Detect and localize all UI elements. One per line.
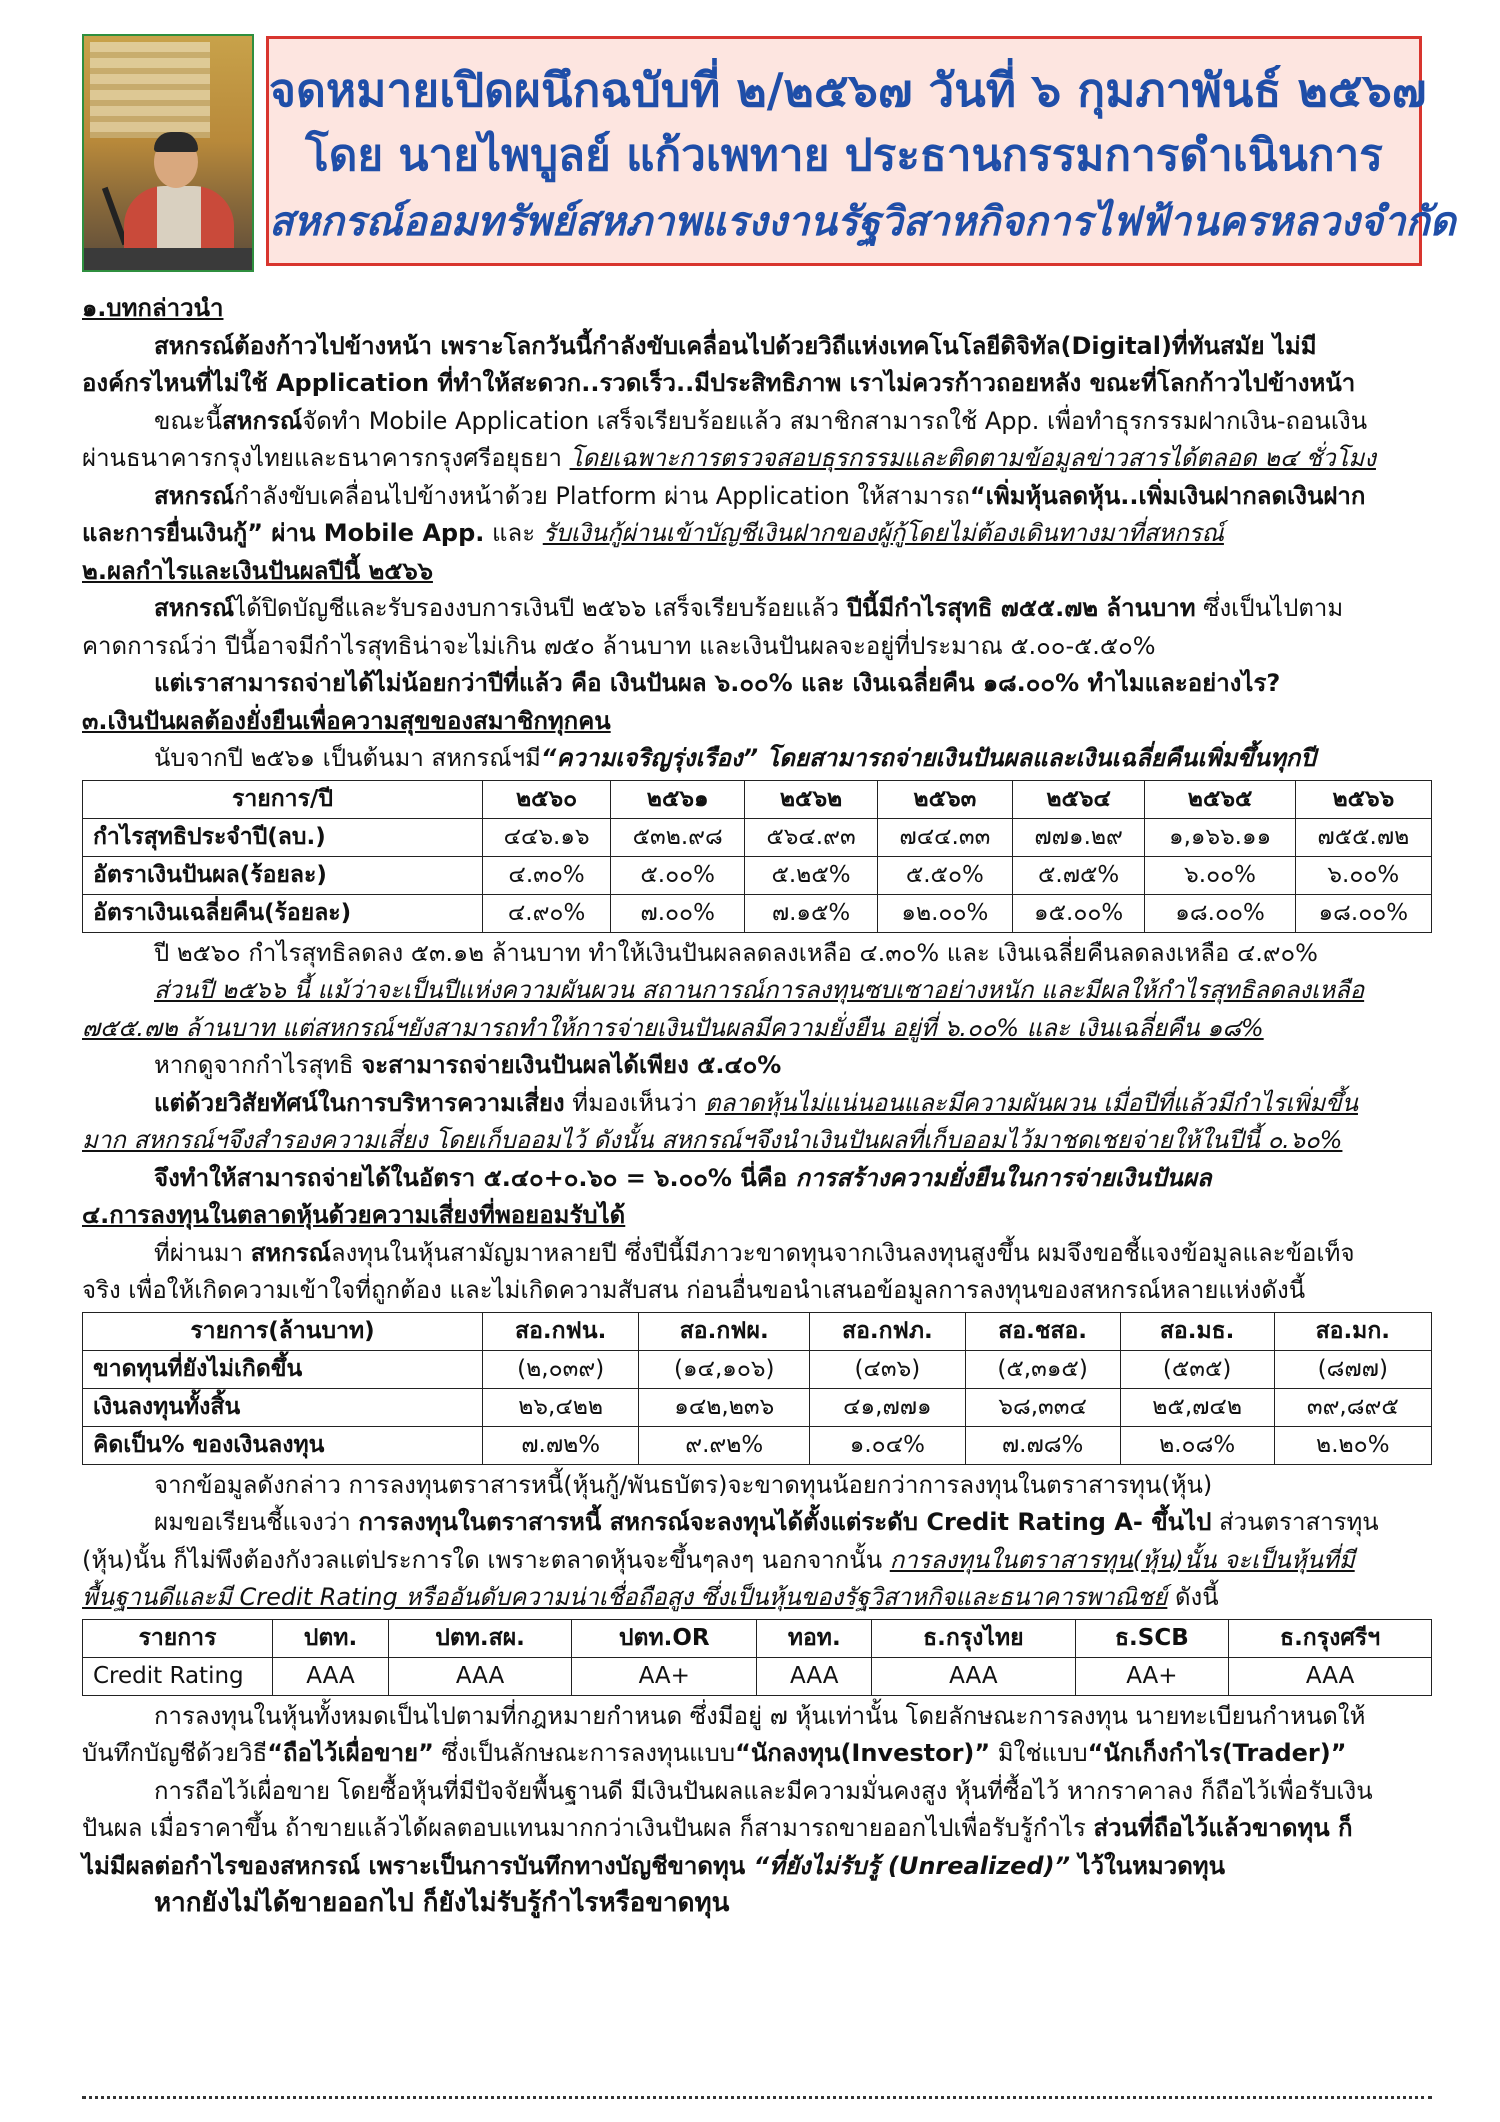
section-1-paragraph-2b bbox=[82, 440, 1432, 478]
text-span: กำลังขับเคลื่อนไปข้างหน้าด้วย Platform ผ่าน Application ให้สามารถ bbox=[234, 481, 970, 510]
row-label: ขาดทุนที่ยังไม่เกิดขึ้น bbox=[83, 1350, 483, 1388]
table-cell: ๗๔๔.๓๓ bbox=[877, 818, 1012, 856]
section-1-paragraph-3a bbox=[82, 478, 1432, 516]
letter-header bbox=[82, 34, 1456, 272]
table-header-cell: ปตท.OR bbox=[572, 1619, 757, 1657]
table-cell: ๙.๙๒% bbox=[639, 1426, 810, 1464]
table-row bbox=[83, 1388, 1432, 1426]
table-cell: ๑.๐๔% bbox=[810, 1426, 965, 1464]
bold-italic-span: “ที่ยังไม่รับรู้ (Unrealized)” bbox=[753, 1851, 1071, 1880]
table-cell: ๒๖,๔๒๒ bbox=[483, 1388, 639, 1426]
table-cell: ๑๘.๐๐% bbox=[1295, 894, 1431, 932]
section-1-paragraph-1a: สหกรณ์ต้องก้าวไปข้างหน้า เพราะโลกวันนี้กำลังขับเคลื่อนไปด้วยวิถีแห่งเทคโนโลยีดิจิทัล(Digital)ที่ทันสมัย ไม่มี bbox=[154, 331, 1317, 360]
section-3-paragraph-1: ปี ๒๕๖๐ กำไรสุทธิลดลง ๕๓.๑๒ ล้านบาท ทำให้เงินปันผลลดลงเหลือ ๔.๓๐% และ เงินเฉลี่ยคืนลดลงเหลือ ๔.๙๐% bbox=[154, 938, 1318, 967]
table-cell: ๖.๐๐% bbox=[1145, 856, 1295, 894]
table-header-cell: ๒๕๖๔ bbox=[1012, 780, 1145, 818]
section-4-paragraph-3c bbox=[82, 1579, 1432, 1617]
section-3-paragraph-5 bbox=[82, 1160, 1432, 1198]
investment-loss-table bbox=[82, 1312, 1432, 1465]
table-cell: AAA bbox=[273, 1657, 389, 1695]
table-cell: ๗.๗๒% bbox=[483, 1426, 639, 1464]
table-cell: ๕๓๒.๙๘ bbox=[611, 818, 745, 856]
text-span: ได้ปิดบัญชีและรับรองงบการเงินปี ๒๕๖๖ เสร็จเรียบร้อยแล้ว bbox=[234, 594, 847, 622]
section-1-paragraph-1b: องค์กรไหนที่ไม่ใช้ Application ที่ทำให้สะดวก..รวดเร็ว..มีประสิทธิภาพ เราไม่ควรก้าวถอยหลัง ขณะที่โลกก้าวไปข้างหน้า bbox=[82, 369, 1356, 397]
underline-span: ตลาดหุ้นไม่แน่นอนและมีความผันผวน เมื่อปีที่แล้วมีกำไรเพิ่มขึ้น bbox=[705, 1088, 1358, 1117]
text-span: ส่วนตราสารทุน bbox=[1211, 1508, 1379, 1536]
table-header-cell: สอ.กฟภ. bbox=[810, 1312, 965, 1350]
table-row bbox=[83, 1657, 1432, 1695]
table-cell: AA+ bbox=[572, 1657, 757, 1695]
table-cell: ๕๖๔.๙๓ bbox=[745, 818, 878, 856]
section-1-heading: ๑.บทกล่าวนำ bbox=[82, 294, 224, 322]
text-span: ที่ผ่านมา bbox=[154, 1238, 251, 1267]
table-row bbox=[83, 856, 1432, 894]
section-3-paragraph-4b: มาก สหกรณ์ฯจึงสำรองความเสี่ยง โดยเก็บออมไว้ ดังนั้น สหกรณ์ฯจึงนำเงินปันผลที่เก็บออมไว้มาชดเชยจ่ายให้ในปีนี้ ๐.๖๐% bbox=[82, 1126, 1343, 1154]
title-line-1: จดหมายเปิดผนึกฉบับที่ ๒/๒๕๖๗ วันที่ ๖ กุมภาพันธ์ ๒๕๖๗ bbox=[269, 63, 1427, 117]
section-3-heading: ๓.เงินปันผลต้องยั่งยืนเพื่อความสุขของสมาชิกทุกคน bbox=[82, 706, 611, 735]
table-cell: ๑๔๒,๒๓๖ bbox=[639, 1388, 810, 1426]
table-cell: ๒.๒๐% bbox=[1274, 1426, 1431, 1464]
section-4-paragraph-4b bbox=[82, 1735, 1432, 1773]
table-header-cell: รายการ(ล้านบาท) bbox=[83, 1312, 483, 1350]
table-cell: (๑๔,๑๐๖) bbox=[639, 1350, 810, 1388]
bold-span: จึงทำให้สามารถจ่ายได้ในอัตรา ๕.๔๐+๐.๖๐ = ๖.๐๐% นี่คือ bbox=[154, 1163, 796, 1192]
section-4-paragraph-1b: จริง เพื่อให้เกิดความเข้าใจที่ถูกต้อง และไม่เกิดความสับสน ก่อนอื่นขอนำเสนอข้อมูลการลงทุนของสหกรณ์หลายแห่งดังนี้ bbox=[82, 1276, 1306, 1304]
table-cell: ๗.๗๘% bbox=[965, 1426, 1120, 1464]
table-header-cell: สอ.กฟผ. bbox=[639, 1312, 810, 1350]
title-box bbox=[266, 36, 1456, 266]
section-4-paragraph-6: หากยังไม่ได้ขายออกไป ก็ยังไม่รับรู้กำไรหรือขาดทุน bbox=[154, 1888, 730, 1918]
table-header-cell: ๒๕๖๖ bbox=[1295, 780, 1431, 818]
table-header-cell: ๒๕๖๕ bbox=[1145, 780, 1295, 818]
bold-italic-span: การสร้างความยั่งยืนในการจ่ายเงินปันผล bbox=[795, 1163, 1212, 1192]
bold-italic-span: “ความเจริญรุ่งเรือง” bbox=[540, 744, 759, 772]
table-cell: ๒๕,๗๔๒ bbox=[1120, 1388, 1274, 1426]
text-span: (หุ้น)นั้น ก็ไม่พึงต้องกังวลแต่ประการใด เพราะตลาดหุ้นจะขึ้นๆลงๆ นอกจากนั้น bbox=[82, 1545, 890, 1574]
section-3-paragraph-2a: ส่วนปี ๒๕๖๖ นี้ แม้ว่าจะเป็นปีแห่งความผันผวน สถานการณ์การลงทุนซบเซาอย่างหนัก และมีผลให้กำไรสุทธิลดลงเหลือ bbox=[154, 976, 1365, 1004]
table-cell: AAA bbox=[1229, 1657, 1432, 1695]
bold-span: “นักลงทุน(Investor)” bbox=[735, 1739, 991, 1767]
section-4-paragraph-3b bbox=[82, 1542, 1432, 1580]
table-header-cell: ปตท.สผ. bbox=[388, 1619, 571, 1657]
text-span: และ bbox=[484, 519, 543, 547]
section-3-intro bbox=[82, 740, 1432, 778]
row-label: อัตราเงินเฉลี่ยคืน(ร้อยละ) bbox=[83, 894, 483, 932]
table-header-cell: รายการ bbox=[83, 1619, 273, 1657]
bold-span: สหกรณ์ bbox=[221, 406, 303, 435]
bold-span: “เพิ่มหุ้นลดหุ้น..เพิ่มเงินฝากลดเงินฝาก bbox=[969, 481, 1366, 510]
table-cell: ๕.๕๐% bbox=[877, 856, 1012, 894]
text-span: นับจากปี ๒๕๖๑ เป็นต้นมา สหกรณ์ฯมี bbox=[154, 744, 541, 772]
table-cell: ๗๕๕.๗๒ bbox=[1295, 818, 1431, 856]
credit-rating-table bbox=[82, 1619, 1432, 1696]
bold-span: สหกรณ์ bbox=[250, 1238, 331, 1267]
title-line-2: โดย นายไพบูลย์ แก้วเพทาย ประธานกรรมการดำเนินการ bbox=[305, 130, 1383, 181]
underline-span: โดยเฉพาะการตรวจสอบธุรกรรมและติดตามข้อมูลข่าวสารได้ตลอด ๒๔ ชั่วโมง bbox=[569, 444, 1376, 472]
table-header-cell: สอ.กฟน. bbox=[483, 1312, 639, 1350]
table-cell: ๔๔๖.๑๖ bbox=[483, 818, 611, 856]
bold-span: การลงทุนในตราสารหนี้ สหกรณ์จะลงทุนได้ตั้งแต่ระดับ Credit Rating A- ขึ้นไป bbox=[358, 1508, 1212, 1536]
table-header-cell: ธ.กรุงไทย bbox=[872, 1619, 1075, 1657]
table-header-cell: สอ.มธ. bbox=[1120, 1312, 1274, 1350]
text-span: ผมขอเรียนชี้แจงว่า bbox=[154, 1508, 359, 1536]
speaker-desk bbox=[84, 248, 254, 272]
section-4-paragraph-5a: การถือไว้เผื่อขาย โดยซื้อหุ้นที่มีปัจจัยพื้นฐานดี มีเงินปันผลและมีความมั่นคงสูง หุ้นที่ซื้อไว้ หากราคาลง ก็ถือไว้เพื่อรับเงิน bbox=[154, 1776, 1373, 1805]
underline-span: พื้นฐานดีและมี Credit Rating หรืออันดับความน่าเชื่อถือสูง ซึ่งเป็นหุ้นของรัฐวิสาหกิจและธนาคารพาณิชย์ bbox=[82, 1583, 1168, 1611]
section-4-heading: ๔.การลงทุนในตลาดหุ้นด้วยความเสี่ยงที่พอยอมรับได้ bbox=[82, 1201, 626, 1229]
section-2-paragraph-1a bbox=[82, 590, 1432, 628]
table-cell: (๕,๓๑๕) bbox=[965, 1350, 1120, 1388]
letter-body bbox=[82, 290, 1432, 1923]
table-cell: (๒,๐๓๙) bbox=[483, 1350, 639, 1388]
section-1-paragraph-3b bbox=[82, 515, 1432, 553]
section-2-heading: ๒.ผลกำไรและเงินปันผลปีนี้ ๒๕๖๖ bbox=[82, 556, 433, 585]
table-cell: AAA bbox=[872, 1657, 1075, 1695]
table-header-cell: ธ.กรุงศรีฯ bbox=[1229, 1619, 1432, 1657]
text-span: ซึ่งเป็นไปตาม bbox=[1195, 594, 1344, 622]
table-cell: AAA bbox=[757, 1657, 872, 1695]
section-4-paragraph-5c bbox=[82, 1848, 1432, 1886]
table-cell: AAA bbox=[388, 1657, 571, 1695]
section-4-paragraph-3a bbox=[82, 1504, 1432, 1542]
table-cell: ๖.๐๐% bbox=[1295, 856, 1431, 894]
section-2-paragraph-1b: คาดการณ์ว่า ปีนี้อาจมีกำไรสุทธิน่าจะไม่เกิน ๗๕๐ ล้านบาท และเงินปันผลจะอยู่ที่ประมาณ ๕.๐๐-๕.๕๐% bbox=[82, 631, 1156, 660]
section-2-paragraph-2: แต่เราสามารถจ่ายได้ไม่น้อยกว่าปีที่แล้ว คือ เงินปันผล ๖.๐๐% และ เงินเฉลี่ยคืน ๑๘.๐๐% ทำไมและอย่างไร? bbox=[154, 669, 1281, 697]
table-cell: ๔๑,๗๗๑ bbox=[810, 1388, 965, 1426]
section-4-paragraph-1a bbox=[82, 1235, 1432, 1273]
underline-span: รับเงินกู้ผ่านเข้าบัญชีเงินฝากของผู้กู้โดยไม่ต้องเดินทางมาที่สหกรณ์ bbox=[542, 519, 1224, 547]
table-header-row bbox=[83, 1619, 1432, 1657]
table-header-row bbox=[83, 1312, 1432, 1350]
section-3-paragraph-3 bbox=[82, 1047, 1432, 1085]
row-label: คิดเป็น% ของเงินลงทุน bbox=[83, 1426, 483, 1464]
bold-span: ไม่มีผลต่อกำไรของสหกรณ์ เพราะเป็นการบันทึกทางบัญชีขาดทุน bbox=[82, 1851, 754, 1880]
table-cell: ๕.๗๕% bbox=[1012, 856, 1145, 894]
table-row bbox=[83, 818, 1432, 856]
section-1-paragraph-2a bbox=[82, 403, 1432, 441]
bold-span: “นักเก็งกำไร(Trader)” bbox=[1087, 1739, 1347, 1767]
bold-span: ปีนี้มีกำไรสุทธิ ๗๕๕.๗๒ ล้านบาท bbox=[846, 594, 1196, 622]
text-span: ซึ่งเป็นลักษณะการลงทุนแบบ bbox=[433, 1739, 736, 1767]
table-cell: ๑,๑๖๖.๑๑ bbox=[1145, 818, 1295, 856]
bold-span: สหกรณ์ bbox=[154, 594, 235, 622]
table-cell: AA+ bbox=[1075, 1657, 1229, 1695]
table-header-cell: ๒๕๖๐ bbox=[483, 780, 611, 818]
table-cell: ๗๗๑.๒๙ bbox=[1012, 818, 1145, 856]
table-cell: ๑๒.๐๐% bbox=[877, 894, 1012, 932]
text-span: หากดูจากกำไรสุทธิ bbox=[154, 1051, 362, 1079]
title-line-3: สหกรณ์ออมทรัพย์สหภาพแรงงานรัฐวิสาหกิจการไฟฟ้านครหลวงจำกัด bbox=[269, 199, 1456, 245]
table-cell: ๓๙,๘๙๕ bbox=[1274, 1388, 1431, 1426]
text-span: ดังนี้ bbox=[1167, 1583, 1219, 1611]
table-cell: ๕.๐๐% bbox=[611, 856, 745, 894]
table-cell: ๖๘,๓๓๔ bbox=[965, 1388, 1120, 1426]
text-span: ขณะนี้ bbox=[154, 406, 222, 435]
text-span: ลงทุนในหุ้นสามัญมาหลายปี ซึ่งปีนี้มีภาวะขาดทุนจากเงินลงทุนสูงขึ้น ผมจึงขอชี้แจงข้อมูลและข้อเท็จ bbox=[330, 1238, 1355, 1267]
bold-span: และการยื่นเงินกู้” ผ่าน Mobile App. bbox=[82, 519, 485, 547]
chairman-photo bbox=[82, 34, 254, 272]
table-header-cell: ทอท. bbox=[757, 1619, 872, 1657]
table-cell: ๒.๐๘% bbox=[1120, 1426, 1274, 1464]
table-header-cell: ธ.SCB bbox=[1075, 1619, 1229, 1657]
table-cell: (๕๓๕) bbox=[1120, 1350, 1274, 1388]
text-span: บันทึกบัญชีด้วยวิธี bbox=[82, 1739, 268, 1767]
table-cell: ๗.๐๐% bbox=[611, 894, 745, 932]
footer-dotted-divider bbox=[82, 2096, 1432, 2100]
table-row bbox=[83, 1426, 1432, 1464]
section-3-paragraph-4a bbox=[82, 1085, 1432, 1123]
text-span: จัดทำ Mobile Application เสร็จเรียบร้อยแล้ว สมาชิกสามารถใช้ App. เพื่อทำธุรกรรมฝากเงิน-ถอนเงิน bbox=[302, 406, 1368, 435]
table-header-cell: ๒๕๖๑ bbox=[611, 780, 745, 818]
table-header-cell: ๒๕๖๓ bbox=[877, 780, 1012, 818]
section-4-paragraph-2: จากข้อมูลดังกล่าว การลงทุนตราสารหนี้(หุ้นกู้/พันธบัตร)จะขาดทุนน้อยกว่าการลงทุนในตราสารทุน(หุ้น) bbox=[154, 1470, 1213, 1499]
speaker-hair bbox=[154, 132, 198, 152]
bold-span: สหกรณ์ bbox=[154, 481, 235, 510]
text-span: ที่มองเห็นว่า bbox=[564, 1088, 706, 1117]
underline-span: การลงทุนในตราสารทุน(หุ้น)นั้น จะเป็นหุ้นที่มี bbox=[889, 1545, 1355, 1574]
row-label: กำไรสุทธิประจำปี(ลบ.) bbox=[83, 818, 483, 856]
table-header-cell: ๒๕๖๒ bbox=[745, 780, 878, 818]
table-cell: ๔.๙๐% bbox=[483, 894, 611, 932]
table-cell: ๕.๒๕% bbox=[745, 856, 878, 894]
table-cell: ๑๘.๐๐% bbox=[1145, 894, 1295, 932]
text-span: ปันผล เมื่อราคาขึ้น ถ้าขายแล้วได้ผลตอบแทนมากกว่าเงินปันผล ก็สามารถขายออกไปเพื่อรับรู้กำไร bbox=[82, 1814, 1094, 1842]
bold-span: แต่ด้วยวิสัยทัศน์ในการบริหารความเสี่ยง bbox=[154, 1088, 565, 1117]
table-row bbox=[83, 1350, 1432, 1388]
table-row bbox=[83, 894, 1432, 932]
bold-italic-span: โดยสามารถจ่ายเงินปันผลและเงินเฉลี่ยคืนเพิ่มขึ้นทุกปี bbox=[758, 744, 1316, 772]
table-header-cell: สอ.มก. bbox=[1274, 1312, 1431, 1350]
table-cell: (๘๗๗) bbox=[1274, 1350, 1431, 1388]
bold-span: ส่วนที่ถือไว้แล้วขาดทุน ก็ bbox=[1093, 1814, 1353, 1842]
bold-span: ไว้ในหมวดทุน bbox=[1070, 1851, 1226, 1880]
table-header-row bbox=[83, 780, 1432, 818]
section-3-paragraph-2b: ๗๕๕.๗๒ ล้านบาท แต่สหกรณ์ฯยังสามารถทำให้การจ่ายเงินปันผลมีความยั่งยืน อยู่ที่ ๖.๐๐% และ เงินเฉลี่ยคืน ๑๘% bbox=[82, 1013, 1264, 1042]
text-span: มิใช่แบบ bbox=[990, 1739, 1088, 1767]
row-label: เงินลงทุนทั้งสิ้น bbox=[83, 1388, 483, 1426]
table-cell: ๔.๓๐% bbox=[483, 856, 611, 894]
bold-span: “ถือไว้เผื่อขาย” bbox=[267, 1739, 434, 1767]
table-cell: (๔๓๖) bbox=[810, 1350, 965, 1388]
table-cell: ๗.๑๕% bbox=[745, 894, 878, 932]
table-header-cell: รายการ/ปี bbox=[83, 780, 483, 818]
photo-backdrop-banner bbox=[90, 42, 210, 138]
table-header-cell: ปตท. bbox=[273, 1619, 389, 1657]
table-cell: ๑๕.๐๐% bbox=[1012, 894, 1145, 932]
section-4-paragraph-5b bbox=[82, 1810, 1432, 1848]
bold-span: จะสามารถจ่ายเงินปันผลได้เพียง ๕.๔๐% bbox=[361, 1051, 782, 1079]
dividend-history-table bbox=[82, 780, 1432, 933]
table-header-cell: สอ.ชสอ. bbox=[965, 1312, 1120, 1350]
text-span: ผ่านธนาคารกรุงไทยและธนาคารกรุงศรีอยุธยา bbox=[82, 444, 570, 472]
row-label: อัตราเงินปันผล(ร้อยละ) bbox=[83, 856, 483, 894]
row-label: Credit Rating bbox=[83, 1657, 273, 1695]
section-4-paragraph-4a: การลงทุนในหุ้นทั้งหมดเป็นไปตามที่กฎหมายกำหนด ซึ่งมีอยู่ ๗ หุ้นเท่านั้น โดยลักษณะการลงทุน นายทะเบียนกำหนดให้ bbox=[154, 1701, 1366, 1730]
